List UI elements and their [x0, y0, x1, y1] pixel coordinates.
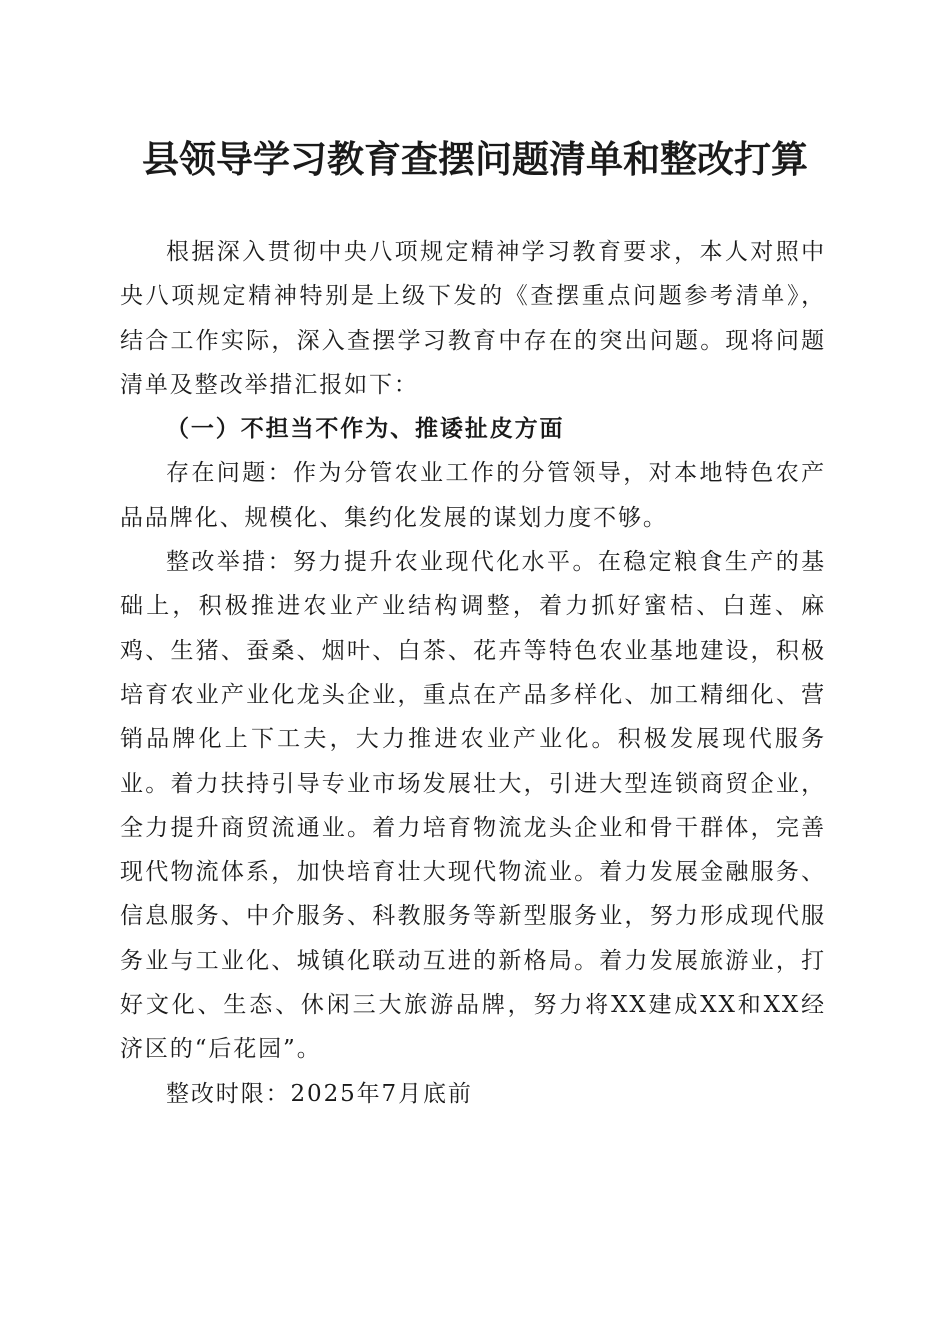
document-body — [120, 230, 826, 1116]
document-title: 县领导学习教育查摆问题清单和整改打算 — [142, 137, 808, 181]
section-heading: （一）不担当不作为、推诿扯皮方面 — [166, 415, 565, 443]
measures-paragraph: 整改举措：努力提升农业现代化水平。在稳定粮食生产的基础上，积极推进农业产业结构调整，着力抓好蜜桔、白莲、麻鸡、生猪、蚕桑、烟叶、白茶、花卉等特色农业基地建设，积极培育农业产业化龙头企业，重点在产品多样化、加工精细化、营销品牌化上下工夫，大力推进农业产业化。积极发展现代服务业。着力扶持引导专业市场发展壮大，引进大型连锁商贸企业，全力提升商贸流通业。着力培育物流龙头企业和骨干群体，完善现代物流体系，加快培育壮大现代物流业。着力发展金融服务、信息服务、中介服务、科教服务等新型服务业，努力形成现代服务业与工业化、城镇化联动互进的新格局。着力发展旅游业，打好文化、生态、休闲三大旅游品牌，努力将XX建成XX和XX经济区的“后花园”。 — [120, 549, 826, 1063]
deadline-paragraph: 整改时限：2025年7月底前 — [166, 1080, 473, 1107]
problem-paragraph: 存在问题：作为分管农业工作的分管领导，对本地特色农产品品牌化、规模化、集约化发展的谋划力度不够。 — [120, 460, 826, 531]
intro-paragraph: 根据深入贯彻中央八项规定精神学习教育要求，本人对照中央八项规定精神特别是上级下发的《查摆重点问题参考清单》，结合工作实际，深入查摆学习教育中存在的突出问题。现将问题清单及整改举措汇报如下： — [120, 239, 826, 398]
